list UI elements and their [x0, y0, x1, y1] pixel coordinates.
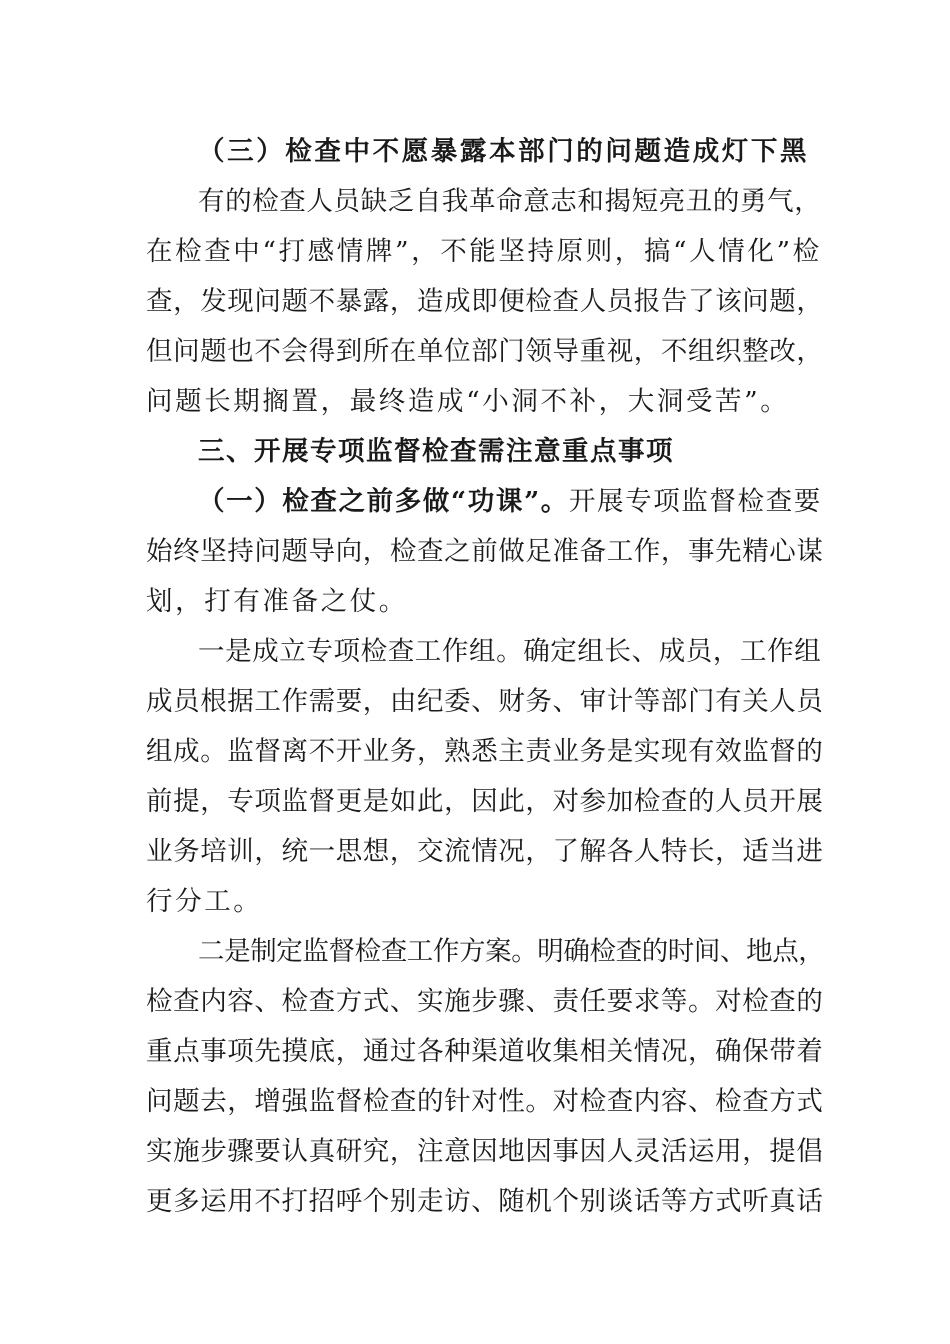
paragraph-line: 问题长期搁置，最终造成“小洞不补，大洞受苦”。	[146, 386, 790, 417]
item-1-title: （一）检查之前多做“功课”。	[198, 486, 569, 517]
subheading-3: （三）检查中不愿暴露本部门的问题造成灯下黑	[198, 136, 810, 167]
paragraph-line: 问题去，增强监督检查的针对性。对检查内容、检查方式	[146, 1086, 824, 1117]
paragraph-line: 实施步骤要认真研究，注意因地因事因人灵活运用，提倡	[146, 1136, 824, 1167]
item-1-line	[198, 482, 826, 522]
paragraph-line: 业务培训，统一思想，交流情况，了解各人特长，适当进	[146, 836, 824, 867]
paragraph-line: 行分工。	[146, 886, 263, 917]
paragraph-line: 查，发现问题不暴露，造成即便检查人员报告了该问题，	[146, 286, 824, 317]
paragraph-line: 更多运用不打招呼个别走访、随机个别谈话等方式听真话	[146, 1186, 824, 1217]
paragraph-line: 划，打有准备之仗。	[146, 586, 408, 617]
paragraph-line: 重点事项先摸底，通过各种渠道收集相关情况，确保带着	[146, 1036, 824, 1067]
paragraph-line: 在检查中“打感情牌”，不能坚持原则，搞“人情化”检	[146, 236, 822, 267]
paragraph-line: 始终坚持问题导向，检查之前做足准备工作，事先精心谋	[146, 536, 824, 567]
paragraph-line: 但问题也不会得到所在单位部门领导重视，不组织整改，	[146, 336, 824, 367]
paragraph-line: 二是制定监督检查工作方案。明确检查的时间、地点，	[198, 936, 825, 967]
section-heading: 三、开展专项监督检查需注意重点事项	[198, 436, 674, 467]
paragraph-line: 成员根据工作需要，由纪委、财务、审计等部门有关人员	[146, 686, 824, 717]
paragraph-line: 有的检查人员缺乏自我革命意志和揭短亮丑的勇气，	[198, 186, 822, 217]
paragraph-line: 检查内容、检查方式、实施步骤、责任要求等。对检查的	[146, 986, 824, 1017]
paragraph-line: 前提，专项监督更是如此，因此，对参加检查的人员开展	[146, 786, 824, 817]
paragraph-line: 一是成立专项检查工作组。确定组长、成员，工作组	[198, 636, 822, 667]
paragraph-line: 组成。监督离不开业务，熟悉主责业务是实现有效监督的	[146, 736, 824, 767]
item-1-text: 开展专项监督检查要	[568, 486, 822, 517]
